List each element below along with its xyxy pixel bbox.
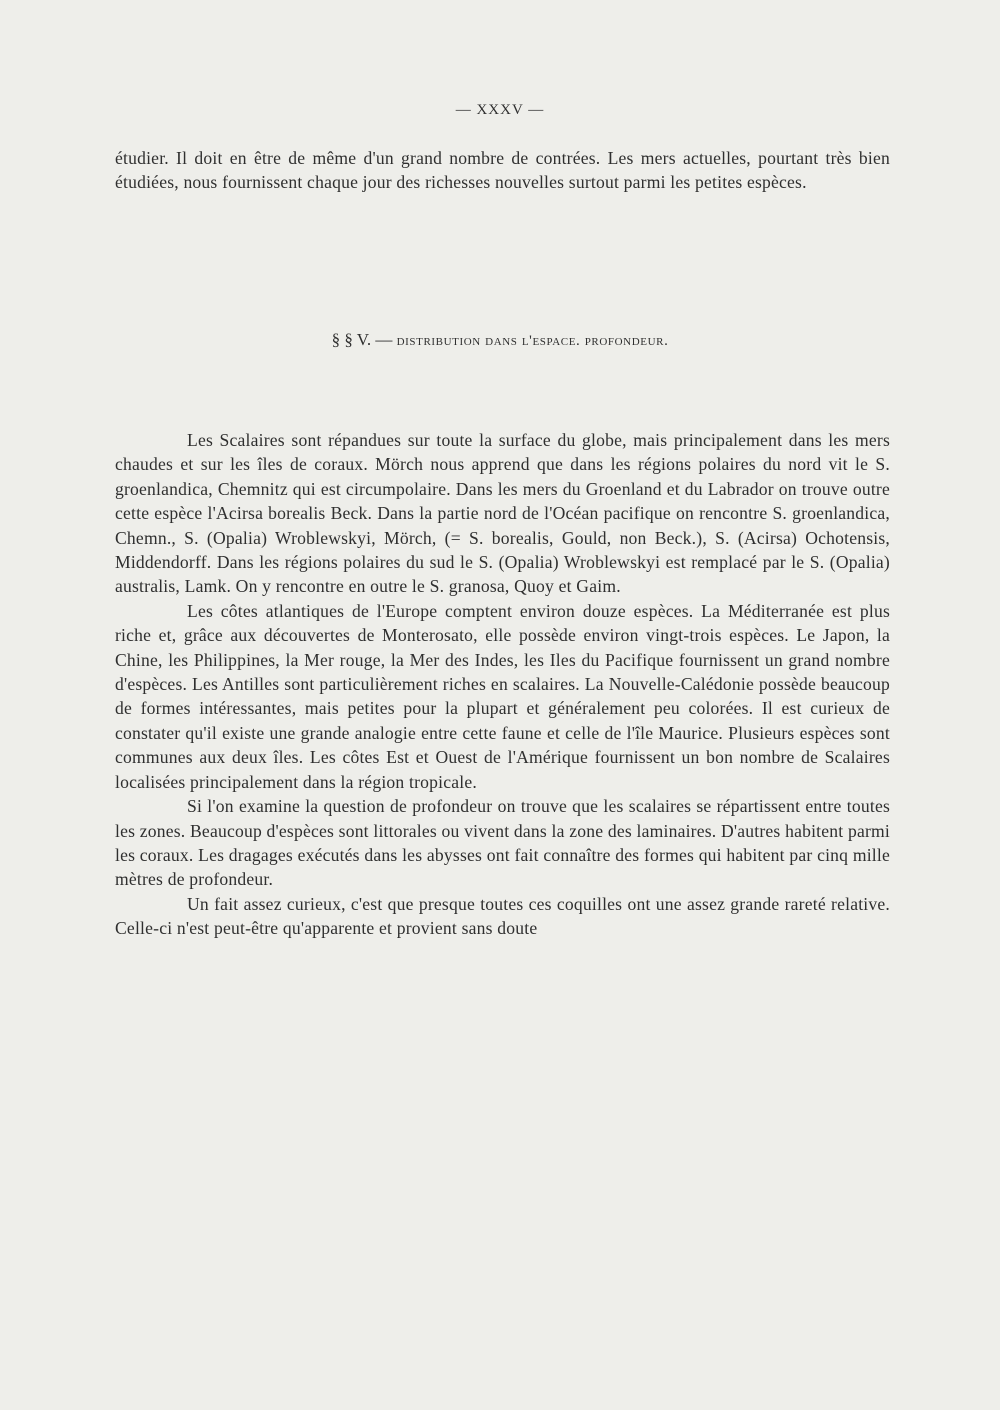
paragraph-continued: étudier. Il doit en être de même d'un grand nombre de contrées. Les mers actuelles, pourtant très bien étudiées, nous fournissent chaque jour des richesses nouvelles surtout parmi les petites espèces. <box>115 148 890 193</box>
section-number: § § V. — <box>331 330 393 349</box>
paragraph-rarity: Un fait assez curieux, c'est que presque toutes ces coquilles ont une assez grande rareté relative. Celle-ci n'est peut-être qu'apparente et provient sans doute <box>115 893 890 939</box>
paragraph-regions: Les côtes atlantiques de l'Europe comptent environ douze espèces. La Méditerranée est plus riche et, grâce aux découvertes de Monterosato, elle possède environ vingt-trois espèces. Le Japon, la Chine, les Philippines, la Mer rouge, la Mer des Indes, les Iles du Pacifique fournissent un grand nombre d'espèces. Les Antilles sont particulièrement riches en scalaires. La Nouvelle-Calédonie possède beaucoup de formes intéressantes, mais petites pour la plupart et généralement peu colorées. Il est curieux de constater qu'il existe une grande analogie entre cette faune et celle de l'île Maurice. Plusieurs espèces sont communes aux deux îles. Les côtes Est et Ouest de l'Amérique fournissent un bon nombre de Scalaires localisées principalement dans la région tropicale. <box>115 600 890 792</box>
section-heading <box>0 330 1000 350</box>
continued-text <box>115 146 890 195</box>
page-number: — XXXV — <box>455 102 545 118</box>
paragraph-distribution: Les Scalaires sont répandues sur toute la surface du globe, mais principalement dans les mers chaudes et sur les îles de coraux. Mörch nous apprend que dans les régions polaires du nord vit le S. groenlandica, Chemnitz qui est circumpolaire. Dans les mers du Groenland et du Labrador on trouve outre cette espèce l'Acirsa borealis Beck. Dans la partie nord de l'Océan pacifique on rencontre S. groenlandica, Chemn., S. (Opalia) Wroblewskyi, Mörch, (= S. borealis, Gould, non Beck.), S. (Acirsa) Ochotensis, Middendorff. Dans les régions polaires du sud le S. (Opalia) Wroblewskyi est remplacé par le S. (Opalia) australis, Lamk. On y rencontre en outre le S. granosa, Quoy et Gaim. <box>115 430 890 597</box>
section-title: distribution dans l'espace. profondeur. <box>396 333 669 349</box>
section-body <box>115 428 890 941</box>
paragraph-depth: Si l'on examine la question de profondeur on trouve que les scalaires se répartissent entre toutes les zones. Beaucoup d'espèces sont littorales ou vivent dans la zone des laminaires. D'autres habitent parmi les coraux. Les dragages exécutés dans les abysses ont fait connaître des formes qui habitent par cinq mille mètres de profondeur. <box>115 796 890 890</box>
